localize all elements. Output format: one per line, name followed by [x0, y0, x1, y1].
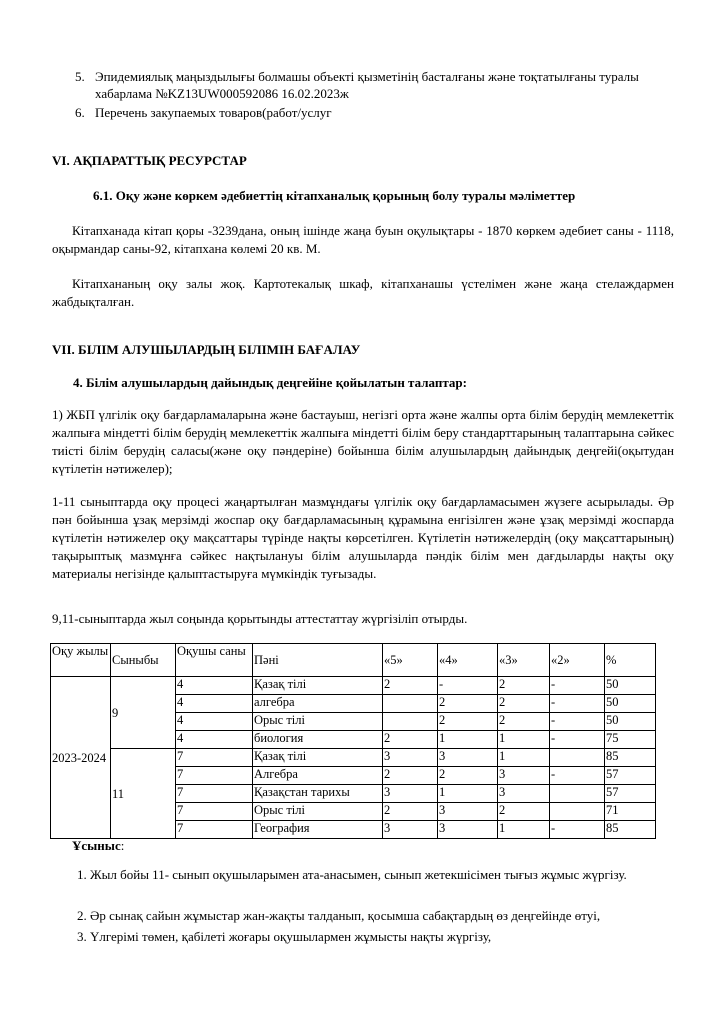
list-text: Перечень закупаемых товаров(работ/услуг — [95, 105, 332, 120]
subject-cell: Орыс тілі — [253, 803, 383, 821]
grade3-cell: 2 — [498, 713, 550, 731]
grade3-cell: 3 — [498, 767, 550, 785]
grade4-cell: 2 — [438, 767, 498, 785]
grade2-cell: - — [550, 821, 605, 839]
grade3-cell: 1 — [498, 731, 550, 749]
percent-cell: 57 — [605, 767, 656, 785]
section-7-title: VII. БІЛІМ АЛУШЫЛАРДЫҢ БІЛІМІН БАҒАЛАУ — [52, 342, 361, 357]
count-cell: 7 — [176, 785, 253, 803]
subject-cell: Қазақ тілі — [253, 677, 383, 695]
library-info-paragraph: Кітапханада кітап қоры -3239дана, оның ішінде жаңа буын оқулықтары - 1870 көркем әдебиет саны - 1118, оқырмандар саны-92, кітапхана көлемі 20 кв. М. — [52, 223, 674, 256]
subject-cell: Алгебра — [253, 767, 383, 785]
grade4-cell: - — [438, 677, 498, 695]
count-cell: 4 — [176, 731, 253, 749]
table-row — [51, 749, 656, 767]
grade4-cell: 2 — [438, 695, 498, 713]
grades-table — [50, 643, 656, 839]
header-cell: Оқушы саны — [176, 644, 253, 677]
percent-cell: 71 — [605, 803, 656, 821]
recommendations-colon: : — [120, 838, 125, 853]
grade4-cell: 3 — [438, 749, 498, 767]
subject-cell: География — [253, 821, 383, 839]
header-cell: Пәні — [253, 644, 383, 677]
subject-cell: Қазақ тілі — [253, 749, 383, 767]
grade2-cell — [550, 749, 605, 767]
requirements-paragraph: 1) ЖБП үлгілік оқу бағдарламаларына және бастауыш, негізгі орта және жалпы орта білім берудің мемлекеттік жалпыға міндетті білім берудің мемлекеттік жалпыға міндетті білім беру стандарттарының талаптарына сәйкес тиісті білім берудің саласы(және оқу пәндеріне) бойынша білім алушылардың дайындық деңгейі(оқытудан күтілетін нәтижелер); — [52, 407, 674, 476]
percent-cell: 85 — [605, 749, 656, 767]
count-cell: 4 — [176, 695, 253, 713]
grade-cell: 9 — [111, 677, 176, 749]
list-item — [75, 68, 675, 102]
grade5-cell — [383, 695, 438, 713]
header-cell: «5» — [383, 644, 438, 677]
percent-cell: 75 — [605, 731, 656, 749]
curriculum-paragraph: 1-11 сыныптарда оқу процесі жаңартылған мазмұндағы үлгілік оқу бағдарламасымен жүзеге асырылады. Әр пән бойынша ұзақ мерзімді жоспар оқу бағдарламасының құрамына енгізілген және ұзақ мерзімді жоспарда күтілетін нәтижелер оқу мақсаттары түрінде нақты көрсетілген. Күтілетін нәтижелердің (оқу мақсаттарының) тақырыптық мазмұнға сәйкес нақтылануы білім алушыларда пәндік білім мен дағдыларды нақты оқу материалы негізінде қалыптастыруға мүмкіндік туғызады. — [52, 494, 674, 581]
grade3-cell: 1 — [498, 821, 550, 839]
header-cell: «2» — [550, 644, 605, 677]
grade5-cell: 3 — [383, 785, 438, 803]
grade2-cell: - — [550, 767, 605, 785]
grade2-cell — [550, 785, 605, 803]
count-cell: 7 — [176, 803, 253, 821]
subject-cell: Қазақстан тарихы — [253, 785, 383, 803]
percent-cell: 50 — [605, 713, 656, 731]
table-header-row — [51, 644, 656, 677]
percent-cell: 50 — [605, 695, 656, 713]
grade3-cell: 2 — [498, 695, 550, 713]
grade3-cell: 3 — [498, 785, 550, 803]
year-cell: 2023-2024 — [51, 677, 111, 839]
grade2-cell — [550, 803, 605, 821]
grade5-cell: 3 — [383, 749, 438, 767]
grade2-cell: - — [550, 713, 605, 731]
header-cell: Сыныбы — [111, 644, 176, 677]
recommendations-heading — [72, 838, 124, 854]
list-number: 5. — [75, 69, 85, 84]
percent-cell: 85 — [605, 821, 656, 839]
grade3-cell: 1 — [498, 749, 550, 767]
grade2-cell: - — [550, 677, 605, 695]
list-item — [75, 104, 675, 121]
attestation-note: 9,11-сыныптарда жыл соңында қорытынды аттестаттау жүргізіліп отырды. — [52, 611, 468, 626]
grade4-cell: 1 — [438, 731, 498, 749]
percent-cell: 57 — [605, 785, 656, 803]
library-equipment-paragraph: Кітапхананың оқу залы жоқ. Картотекалық шкаф, кітапханашы үстелімен және жаңа стелаждармен жабдықталған. — [52, 276, 674, 309]
recommendation-item: 1. Жыл бойы 11- сынып оқушыларымен ата-анасымен, сынып жетекшісімен тығыз жұмыс жүргізу. — [77, 867, 627, 882]
count-cell: 7 — [176, 749, 253, 767]
grade4-cell: 3 — [438, 803, 498, 821]
count-cell: 7 — [176, 767, 253, 785]
grade5-cell: 2 — [383, 803, 438, 821]
table-row — [51, 677, 656, 695]
grade-cell: 11 — [111, 749, 176, 839]
percent-cell: 50 — [605, 677, 656, 695]
list-text: Эпидемиялық маңыздылығы болмашы объекті қызметінің басталғаны және тоқтатылғаны туралы хабарлама №KZ13UW000592086 16.02.2023ж — [95, 69, 639, 101]
grade4-cell: 3 — [438, 821, 498, 839]
subject-cell: алгебра — [253, 695, 383, 713]
header-cell: Оқу жылы — [51, 644, 111, 677]
header-cell: «3» — [498, 644, 550, 677]
count-cell: 4 — [176, 713, 253, 731]
grade5-cell — [383, 713, 438, 731]
header-cell: % — [605, 644, 656, 677]
section-7-subtitle: 4. Білім алушылардың дайындық деңгейіне қойылатын талаптар: — [73, 375, 467, 390]
count-cell: 7 — [176, 821, 253, 839]
grade2-cell: - — [550, 731, 605, 749]
grade3-cell: 2 — [498, 677, 550, 695]
grade5-cell: 2 — [383, 677, 438, 695]
grade3-cell: 2 — [498, 803, 550, 821]
recommendation-item: 2. Әр сынақ сайын жұмыстар жан-жақты талданып, қосымша сабақтардың өз деңгейінде өтуі, — [77, 908, 601, 923]
grade5-cell: 2 — [383, 767, 438, 785]
recommendation-item: 3. Үлгерімі төмен, қабілеті жоғары оқушылармен жұмысты нақты жүргізу, — [77, 929, 492, 944]
header-cell: «4» — [438, 644, 498, 677]
section-6-subtitle: 6.1. Оқу және көркем әдебиеттің кітапханалық қорының болу туралы мәліметтер — [93, 188, 576, 203]
count-cell: 4 — [176, 677, 253, 695]
grade5-cell: 3 — [383, 821, 438, 839]
section-6-title: VI. АҚПАРАТТЫҚ РЕСУРСТАР — [52, 153, 247, 168]
subject-cell: биология — [253, 731, 383, 749]
grade2-cell: - — [550, 695, 605, 713]
subject-cell: Орыс тілі — [253, 713, 383, 731]
recommendations-title: Ұсыныс — [72, 838, 121, 853]
grade4-cell: 1 — [438, 785, 498, 803]
grade5-cell: 2 — [383, 731, 438, 749]
list-number: 6. — [75, 105, 85, 120]
grade4-cell: 2 — [438, 713, 498, 731]
